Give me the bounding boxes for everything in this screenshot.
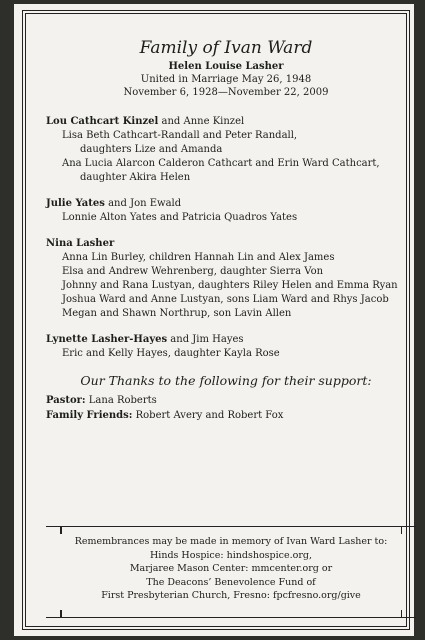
thanks-title: Our Thanks to the following for their support: [80, 373, 372, 388]
support-value: Robert Avery and Robert Fox [132, 410, 284, 421]
divider-tick [60, 527, 62, 534]
support-item-pastor [46, 393, 406, 408]
family-member-line: Ana Lucia Alarcon Calderon Cathcart and Erin Ward Cathcart, [62, 158, 380, 169]
divider-tick [401, 527, 403, 534]
family-head [46, 237, 406, 251]
support-item-friends [46, 408, 406, 423]
family-group [46, 197, 406, 225]
family-member-line: Lisa Beth Cathcart-Randall and Peter Randall, [62, 130, 298, 141]
family-head [46, 115, 406, 129]
family-member-line: Megan and Shawn Northrup, son Lavin Allen [62, 308, 292, 319]
family-list [46, 115, 406, 361]
remembrance-line: Marjaree Mason Center: mmcenter.org or [129, 563, 333, 574]
family-member-line: Lonnie Alton Yates and Patricia Quadros Yates [62, 212, 298, 223]
family-head-name: Nina Lasher [46, 238, 115, 249]
family-head-name: Lynette Lasher-Hayes [46, 334, 168, 345]
remembrance-line: Hinds Hospice: hindshospice.org, [150, 549, 312, 561]
family-group [46, 333, 406, 361]
page-title: Family of Ivan Ward [139, 38, 313, 58]
family-head [46, 197, 406, 211]
remembrance-line: Remembrances may be made in memory of Ivan Ward Lasher to: [74, 536, 388, 547]
family-member-line: Anna Lin Burley, children Hannah Lin and Alex James [62, 252, 335, 263]
family-member-line: Joshua Ward and Anne Lustyan, sons Liam Ward and Rhys Jacob [62, 294, 389, 305]
family-head [46, 333, 406, 347]
program-page [14, 4, 414, 636]
family-group [46, 237, 406, 321]
family-head-name: Lou Cathcart Kinzel [46, 116, 159, 127]
support-value: Lana Roberts [85, 395, 157, 406]
family-member-line: daughters Lize and Amanda [80, 144, 223, 155]
family-group [46, 115, 406, 185]
family-head-name: Julie Yates [46, 198, 105, 209]
content [46, 38, 406, 423]
support-label: Pastor: [46, 395, 86, 406]
remembrance-box [46, 526, 416, 618]
remembrance-line: First Presbyterian Church, Fresno: fpcfresno.org/give [101, 590, 361, 601]
spouse-name: Helen Louise Lasher [168, 61, 284, 72]
family-member-line: Johnny and Rana Lustyan, daughters Riley Helen and Emma Ryan [62, 280, 398, 291]
family-member-line: Elsa and Andrew Wehrenberg, daughter Sierra Von [62, 266, 324, 277]
family-head-spouse: and Jon Ewald [104, 198, 182, 209]
remembrance-text [46, 527, 416, 603]
life-dates: November 6, 1928—November 22, 2009 [123, 87, 329, 98]
divider-tick [60, 610, 62, 617]
family-head-spouse: and Jim Hayes [167, 334, 244, 345]
family-member-line: Eric and Kelly Hayes, daughter Kayla Rose [62, 348, 280, 359]
support-label: Family Friends: [46, 410, 133, 421]
family-head-spouse: and Anne Kinzel [158, 116, 245, 127]
divider-tick [401, 610, 403, 617]
family-member-line: daughter Akira Helen [80, 172, 191, 183]
remembrance-line: The Deacons’ Benevolence Fund of [146, 576, 316, 588]
marriage-line: United in Marriage May 26, 1948 [140, 74, 312, 85]
